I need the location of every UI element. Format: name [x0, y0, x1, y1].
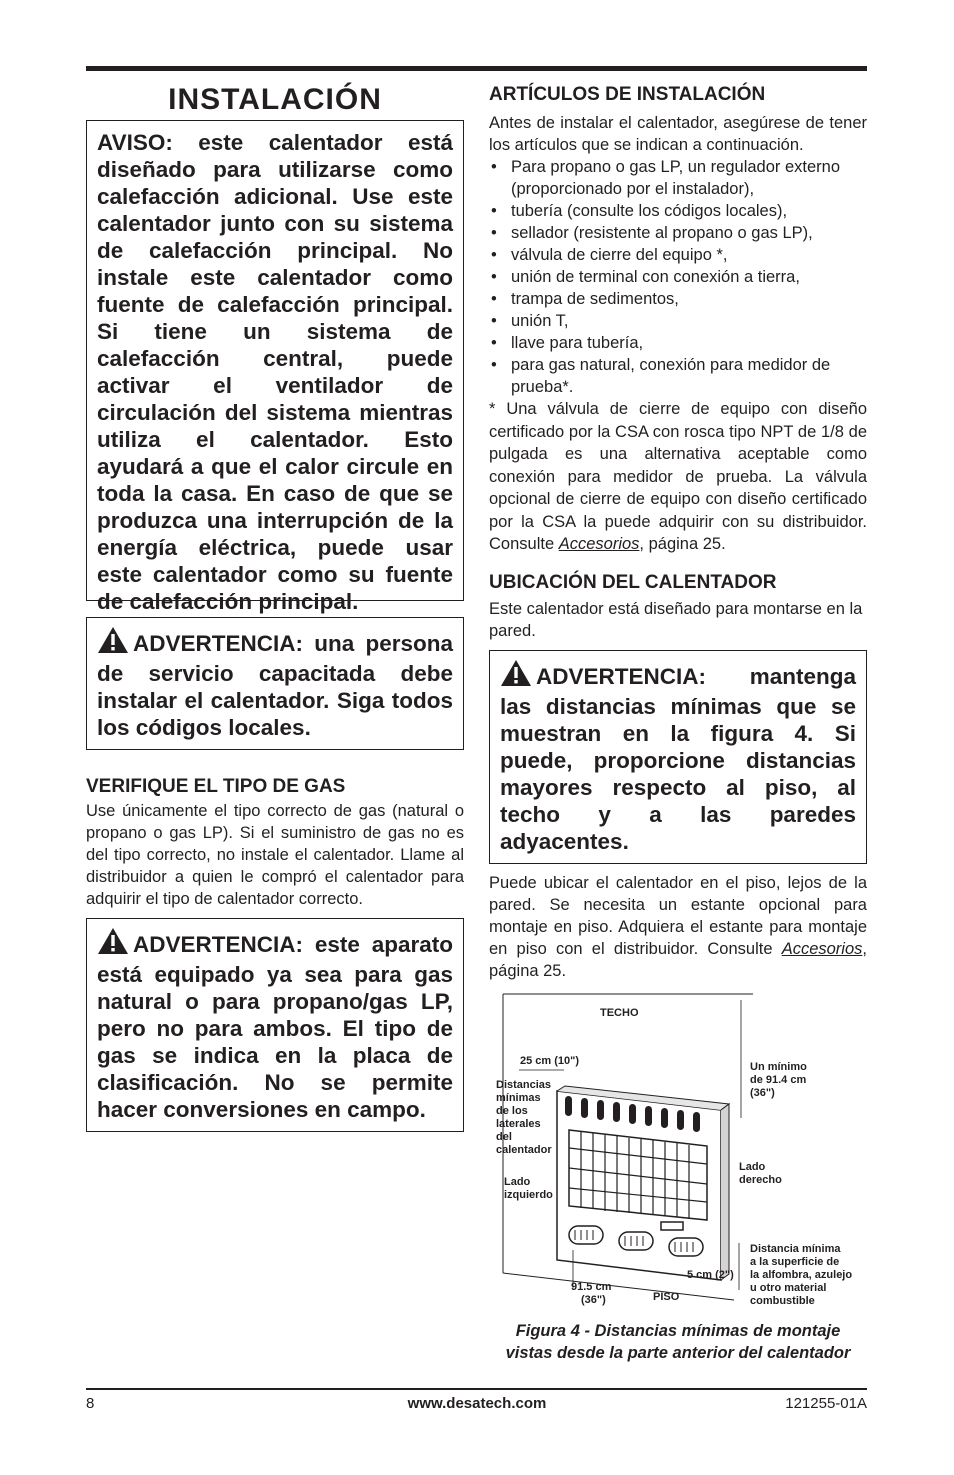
- label-side-line-5: calentador: [496, 1143, 552, 1156]
- warning-triangle-icon: [500, 659, 532, 693]
- gas-type-section: [86, 776, 464, 910]
- label-side-line-1: mínimas: [496, 1091, 541, 1104]
- label-piso: PISO: [653, 1290, 680, 1303]
- articulos-list: [489, 156, 867, 398]
- label-bottom-distance: 5 cm (2"): [687, 1268, 734, 1281]
- label-carpet-line-1: a la superficie de: [750, 1255, 840, 1268]
- list-item: • trampa de sedimentos,: [489, 288, 867, 310]
- footer-url[interactable]: www.desatech.com: [407, 1395, 547, 1412]
- articulos-intro: Antes de instalar el calentador, asegúrese de tener los artículos que se indican a continuación.: [489, 114, 867, 154]
- footnote-page: , página 25.: [639, 535, 726, 553]
- figure-caption: Figura 4 - Distancias mínimas de montaje vistas desde la parte anterior del calentador: [505, 1321, 851, 1362]
- footnote-text: * Una válvula de cierre de equipo con diseño certificado por la CSA con rosca tipo NPT de 1/8 de pulgada es una alternativa aceptable como conexión para medidor de prueba. La válvula opcional de cierre de equipo con diseño certificado por la CSA la puede adquirir con su distribuidor. Consulte: [489, 400, 867, 553]
- footer-doc-code: 121255-01A: [785, 1395, 867, 1412]
- label-floor-dist-line-0: 91.5 cm: [571, 1280, 612, 1293]
- warning-distances-text: ADVERTENCIA: mantenga las distancias mínimas que se muestran en la figura 4. Si puede, proporcione distancias mayores respecto al piso, al techo y a las paredes adyacentes.: [500, 663, 856, 854]
- label-floor-dist-line-1: (36"): [581, 1293, 606, 1306]
- floor-text-page: , página 25.: [489, 939, 867, 980]
- list-item: • sellador (resistente al propano o gas LP),: [489, 222, 867, 244]
- warning-box-gas: [86, 918, 464, 1132]
- floor-text-body: Puede ubicar el calentador en el piso, lejos de la pared. Se necesita un estante opcional para montaje en piso. Adquiera el estante para montaje en piso con el distribuidor. Consulte: [489, 873, 867, 958]
- warning-triangle-icon: [97, 626, 129, 660]
- list-item: • Para propano o gas LP, un regulador externo (proporcionado por el instalador),: [489, 156, 867, 200]
- ubicacion-heading: UBICACIÓN DEL CALENTADOR: [489, 571, 777, 593]
- figure-4-diagram: [489, 988, 867, 1318]
- label-ceiling-line-1: de 91.4 cm: [750, 1073, 807, 1086]
- warning-box-distances: [489, 650, 867, 864]
- page-number: 8: [86, 1395, 95, 1412]
- articulos-footnote: [489, 398, 867, 556]
- label-ceiling-line-2: (36"): [750, 1086, 775, 1099]
- aviso-box: [86, 120, 464, 614]
- label-left-line-0: Lado: [504, 1175, 531, 1188]
- warning-box-installer: [86, 617, 464, 750]
- label-right-line-1: derecho: [739, 1173, 782, 1186]
- label-left-line-1: izquierdo: [504, 1188, 553, 1201]
- accesorios-link[interactable]: Accesorios: [558, 535, 640, 553]
- label-ceiling-line-0: Un mínimo: [750, 1060, 807, 1073]
- label-side-distance: 25 cm (10"): [520, 1054, 580, 1067]
- label-side-line-0: Distancias: [496, 1078, 552, 1091]
- floor-mount-text: [489, 872, 867, 982]
- label-side-line-3: laterales: [496, 1117, 541, 1130]
- label-right-line-0: Lado: [739, 1160, 766, 1173]
- label-carpet-line-0: Distancia mínima: [750, 1242, 841, 1255]
- gas-type-body: Use únicamente el tipo correcto de gas (natural o propano o gas LP). Si el suministro de gas no es del tipo correcto, no instale el calentador. Llame al distribuidor a quien le compró el calentador para adquirir el tipo de calentador correcto.: [86, 802, 464, 908]
- articulos-heading: ARTÍCULOS DE INSTALACIÓN: [489, 84, 766, 105]
- bottom-rule: [86, 1388, 867, 1390]
- list-item: • para gas natural, conexión para medidor de prueba*.: [489, 354, 867, 398]
- accesorios-link[interactable]: Accesorios: [781, 939, 863, 958]
- label-carpet-line-4: combustible: [750, 1294, 815, 1307]
- right-column: [489, 80, 867, 1365]
- label-techo: TECHO: [600, 1006, 639, 1019]
- gas-type-heading: VERIFIQUE EL TIPO DE GAS: [86, 776, 346, 797]
- list-item: • llave para tubería,: [489, 332, 867, 354]
- list-item: • unión de terminal con conexión a tierra,: [489, 266, 867, 288]
- list-item: • tubería (consulte los códigos locales),: [489, 200, 867, 222]
- warning-gas-text: ADVERTENCIA: este aparato está equipado ya sea para gas natural o para propano/gas LP, pero no para ambos. El tipo de gas se indica en la placa de clasificación. No se permite hacer conversiones en campo.: [97, 932, 453, 1122]
- label-side-line-4: del: [496, 1130, 512, 1143]
- warning-installer-text: ADVERTENCIA: una persona de servicio capacitada debe instalar el calentador. Siga todos los códigos locales.: [97, 631, 453, 740]
- top-rule: [86, 66, 867, 71]
- ubicacion-body: Este calentador está diseñado para montarse en la pared.: [489, 599, 863, 640]
- list-item: • válvula de cierre del equipo *,: [489, 244, 867, 266]
- figure-4: [489, 988, 867, 1318]
- label-carpet-line-3: u otro material: [750, 1281, 827, 1294]
- label-carpet-line-2: la alfombra, azulejo: [750, 1268, 853, 1281]
- aviso-text: AVISO: este calentador está diseñado para utilizarse como calefacción adicional. Use este calentador junto con su sistema de calefacción principal. No instale este calentador como fuente de calefacción principal. Si tiene un sistema de calefacción central, puede activar el ventilador de circulación del sistema mientras utiliza el calentador. Esto ayudará a que el calor circule en toda la casa. En caso de que se produzca una interrupción de la energía eléctrica, puede usar este calentador como su fuente de calefacción principal.: [97, 130, 453, 614]
- warning-triangle-icon: [97, 927, 129, 961]
- list-item: • unión T,: [489, 310, 867, 332]
- label-side-line-2: de los: [496, 1104, 528, 1117]
- page-title: INSTALACIÓN: [168, 83, 382, 116]
- left-column: [86, 80, 464, 1132]
